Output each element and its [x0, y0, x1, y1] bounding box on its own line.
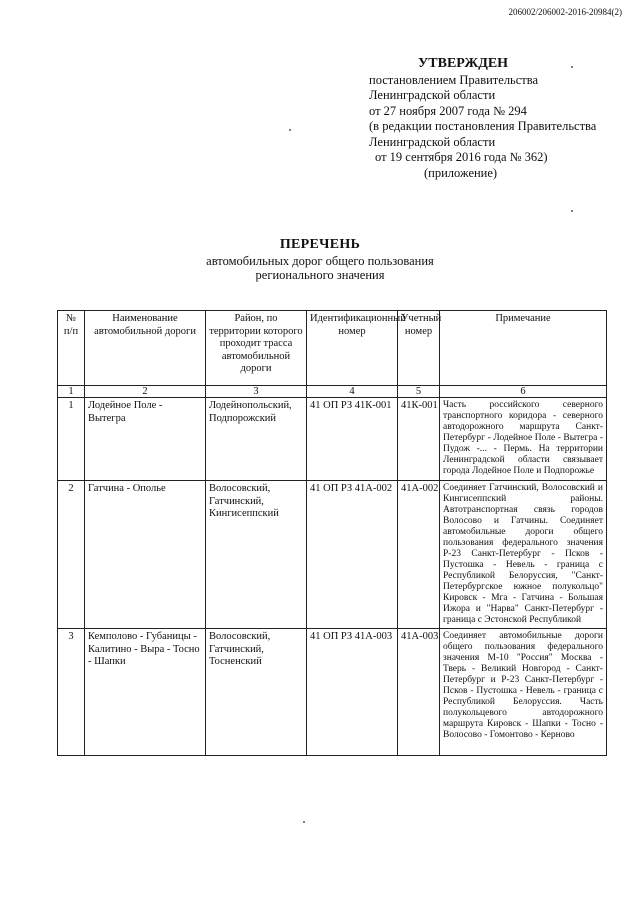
road-id-number: 41 ОП РЗ 41К-001	[307, 398, 398, 481]
header-name: Наименование автомобильной дороги	[85, 311, 206, 386]
road-account-number: 41А-002	[398, 481, 440, 629]
approval-line-3: от 27 ноября 2007 года № 294	[369, 103, 527, 118]
road-district: Лодейнопольский, Подпорожский	[206, 398, 307, 481]
column-number: 6	[440, 386, 607, 398]
scan-speck	[289, 129, 291, 131]
approval-stamp	[369, 56, 634, 181]
column-number: 3	[206, 386, 307, 398]
header-district: Район, по территории которого проходит трасса автомобильной дороги	[206, 311, 307, 386]
approval-title: УТВЕРЖДЕН	[418, 56, 509, 71]
approval-line-6: от 19 сентября 2016 года № 362)	[375, 150, 548, 164]
header-id-number: Идентификационный номер	[307, 311, 398, 386]
table-row	[58, 629, 607, 756]
header-num: № п/п	[58, 311, 85, 386]
road-note: Часть российского северного транспортного коридора - северного автодорожного маршрута Санкт-Петербург - Лодейное Поле - Вытегра - Пудож -... - Пермь. На территории Ленинградской области связывает города Лодейное Поле и Подпорожье	[440, 398, 607, 481]
document-heading	[0, 238, 640, 283]
document-title: ПЕРЕЧЕНЬ	[279, 237, 361, 252]
roads-table	[57, 310, 607, 756]
column-numbers-row	[58, 386, 607, 398]
table-row	[58, 398, 607, 481]
road-district: Волосовский, Гатчинский, Тосненский	[206, 629, 307, 756]
road-account-number: 41К-001	[398, 398, 440, 481]
document-subtitle-1: автомобильных дорог общего пользования	[206, 253, 434, 268]
document-subtitle-2: регионального значения	[255, 268, 385, 282]
road-name: Гатчина - Ополье	[85, 481, 206, 629]
scan-speck	[571, 66, 573, 68]
approval-line-1: постановлением Правительства	[369, 72, 539, 87]
road-name: Лодейное Поле - Вытегра	[85, 398, 206, 481]
road-note: Соединяет автомобильные дороги общего пользования федерального значения М-10 "Россия" Москва - Тверь - Великий Новгород - Санкт-Петербург и Р-23 Санкт-Петербург - Псков - Пустошка - Невель - граница с Республикой Белоруссия. Часть полукольцевого автодорожного маршрута Кировск - Шапки - Тосно - Волосово - Гомонтово - Керново	[440, 629, 607, 756]
column-number: 5	[398, 386, 440, 398]
document-id: 206002/206002-2016-20984(2)	[508, 7, 622, 17]
approval-line-7: (приложение)	[424, 165, 498, 180]
scan-speck	[571, 210, 573, 212]
table-header-row	[58, 311, 607, 386]
row-num: 1	[58, 398, 85, 481]
road-name: Кемполово - Губаницы - Калитино - Выра - Тосно - Шапки	[85, 629, 206, 756]
column-number: 4	[307, 386, 398, 398]
table-row	[58, 481, 607, 629]
road-district: Волосовский, Гатчинский, Кингисеппский	[206, 481, 307, 629]
scan-speck	[303, 821, 305, 823]
column-number: 2	[85, 386, 206, 398]
approval-line-5: Ленинградской области	[369, 134, 496, 149]
approval-line-2: Ленинградской области	[369, 88, 496, 102]
road-account-number: 41А-003	[398, 629, 440, 756]
road-note: Соединяет Гатчинский, Волосовский и Кингисеппский районы. Автотранспортная связь городов Волосово и Гатчины. Соединяет автомобильные дороги общего пользования федерального значения Р-23 Санкт-Петербург - Псков - Пустошка - Невель - граница с Республикой Белоруссия, "Санкт-Петербургское южное полукольцо" Кировск - Мга - Гатчина - Большая Ижора и "Нарва" Санкт-Петербург - граница с Эстонской Республикой	[440, 481, 607, 629]
header-account-number: Учетный номер	[398, 311, 440, 386]
road-id-number: 41 ОП РЗ 41А-003	[307, 629, 398, 756]
row-num: 2	[58, 481, 85, 629]
column-number: 1	[58, 386, 85, 398]
approval-line-4: (в редакции постановления Правительства	[369, 119, 597, 133]
header-note: Примечание	[440, 311, 607, 386]
row-num: 3	[58, 629, 85, 756]
road-id-number: 41 ОП РЗ 41А-002	[307, 481, 398, 629]
